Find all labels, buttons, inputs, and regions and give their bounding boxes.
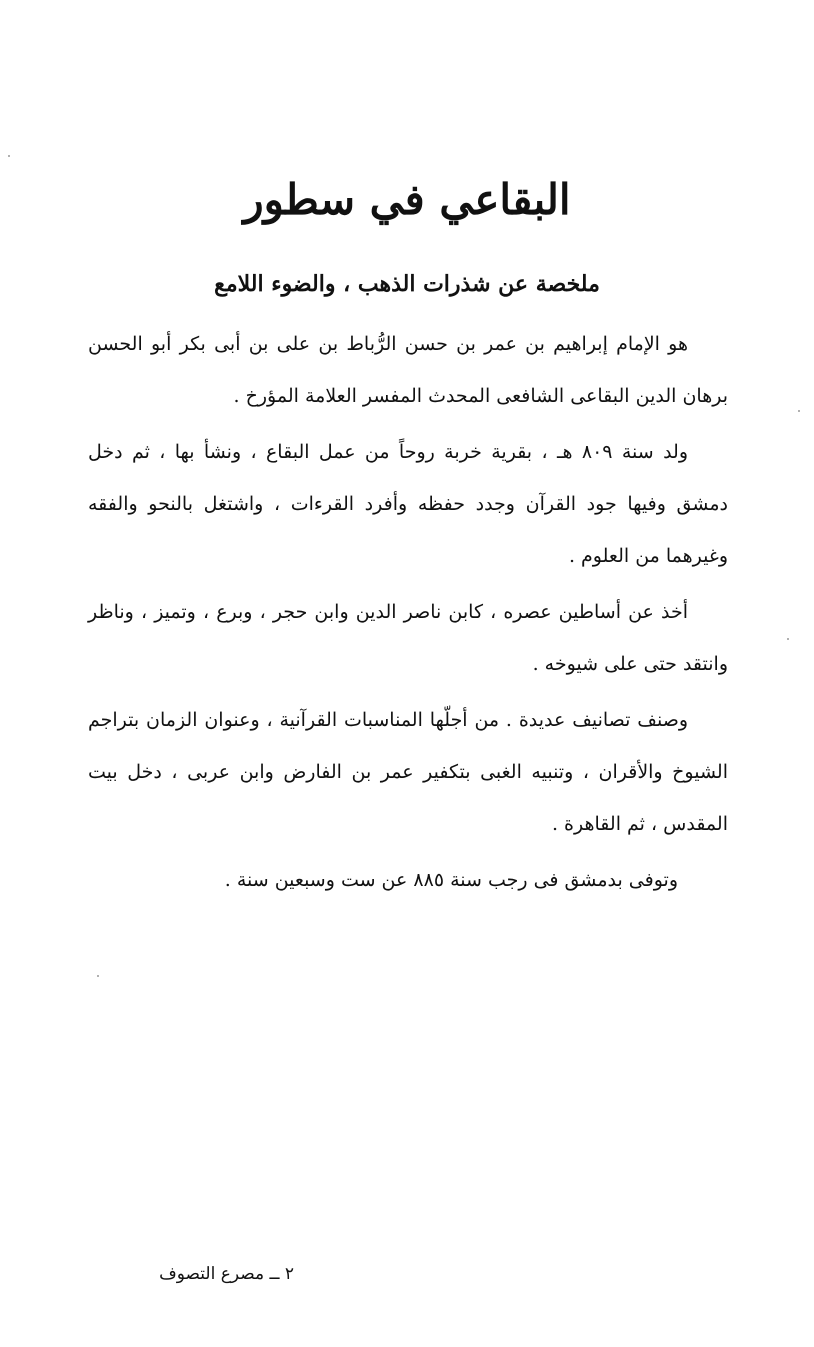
body-text bbox=[88, 318, 728, 910]
page-subtitle: ملخصة عن شذرات الذهب ، والضوء اللامع bbox=[214, 271, 600, 297]
scan-speck bbox=[798, 410, 800, 412]
scan-speck bbox=[97, 975, 99, 977]
paragraph-4: وصنف تصانيف عديدة . من أجلّها المناسبات القرآنية ، وعنوان الزمان بتراجم الشيوخ والأقران ، وتنبيه الغبى بتكفير عمر بن الفارض وابن عربى ، دخل بيت المقدس ، ثم القاهرة . bbox=[88, 709, 728, 835]
page-footer: ٢ ــ مصرع التصوف bbox=[159, 1264, 294, 1284]
scan-speck bbox=[787, 638, 789, 640]
paragraph-1: هو الإمام إبراهيم بن عمر بن حسن الرُّباط بن على بن أبى بكر أبو الحسن برهان الدين البقاعى الشافعى المحدث المفسر العلامة المؤرخ . bbox=[88, 333, 728, 407]
paragraph-2: ولد سنة ٨٠٩ هـ ، بقرية خربة روحاً من عمل البقاع ، ونشأ بها ، ثم دخل دمشق وفيها جود القرآن وجدد حفظه وأفرد القرءات ، واشتغل بالنحو والفقه وغيرهما من العلوم . bbox=[88, 441, 728, 567]
paragraph-5: وتوفى بدمشق فى رجب سنة ٨٨٥ عن ست وسبعين سنة . bbox=[224, 869, 678, 891]
page-title: البقاعي في سطور bbox=[243, 175, 571, 224]
paragraph-3: أخذ عن أساطين عصره ، كابن ناصر الدين وابن حجر ، وبرع ، وتميز ، وناظر وانتقد حتى على شيوخه . bbox=[88, 601, 728, 675]
scan-speck bbox=[8, 155, 10, 157]
